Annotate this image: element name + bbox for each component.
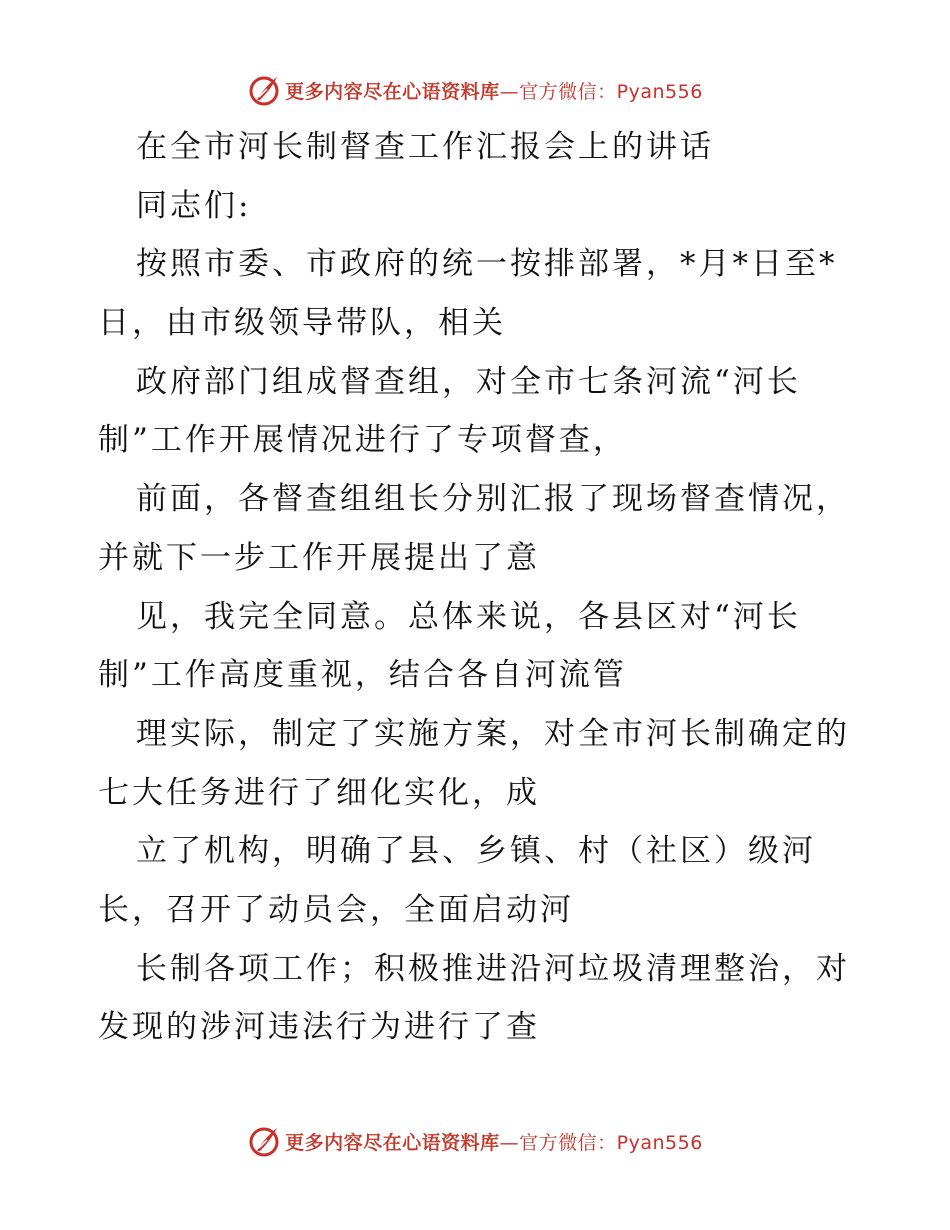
- document-body: [98, 118, 858, 1057]
- footer-banner-text: [285, 1128, 703, 1155]
- footer-banner: [0, 1123, 950, 1159]
- paragraph-line: 见，我完全同意。总体来说，各县区对“河长: [136, 598, 801, 635]
- paragraph-line: 日，由市级领导带队，相关: [98, 305, 506, 342]
- quill-pen-logo-icon: [247, 1124, 281, 1158]
- salutation: 同志们:: [136, 187, 252, 224]
- header-banner-text: [285, 77, 703, 104]
- document-title: 在全市河长制督查工作汇报会上的讲话: [136, 129, 714, 165]
- paragraph-line: 按照市委、市政府的统一按排部署，*月*日至*: [136, 246, 838, 283]
- paragraph-line: 立了机构，明确了县、乡镇、村（社区）级河: [136, 833, 816, 870]
- paragraph-line: 前面，各督查组组长分别汇报了现场督查情况，: [136, 481, 850, 518]
- paragraph-line: 政府部门组成督查组，对全市七条河流“河长: [136, 363, 801, 400]
- footer-dash: —: [499, 1131, 520, 1154]
- paragraph-line: 理实际，制定了实施方案，对全市河长制确定的: [136, 715, 850, 752]
- paragraph-line: 长制各项工作；积极推进沿河垃圾清理整治，对: [136, 950, 850, 987]
- paragraph-line: 并就下一步工作开展提出了意: [98, 539, 540, 576]
- header-wechat-text: 官方微信：Pyan556: [519, 80, 703, 103]
- paragraph-line: 七大任务进行了细化实化，成: [98, 774, 540, 811]
- header-brand-text: 更多内容尽在心语资料库: [285, 80, 500, 103]
- header-banner: [0, 72, 950, 108]
- footer-brand-text: 更多内容尽在心语资料库: [285, 1131, 500, 1154]
- paragraph-line: 长，召开了动员会，全面启动河: [98, 891, 574, 928]
- paragraph-line: 制”工作高度重视，结合各自河流管: [98, 657, 627, 694]
- paragraph-line: 制”工作开展情况进行了专项督查，: [98, 422, 627, 459]
- paragraph-line: 发现的涉河违法行为进行了查: [98, 1009, 540, 1046]
- header-dash: —: [499, 80, 520, 103]
- footer-wechat-text: 官方微信：Pyan556: [519, 1131, 703, 1154]
- quill-pen-logo-icon: [247, 73, 281, 107]
